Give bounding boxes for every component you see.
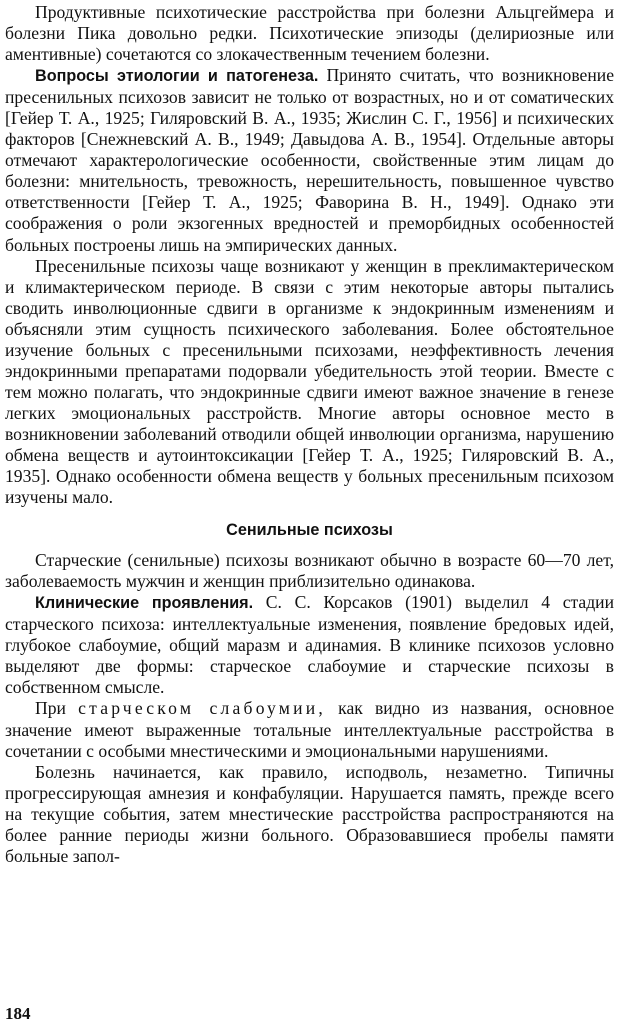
section-lead-etiology: Вопросы этиологии и патогенеза. bbox=[35, 67, 319, 86]
section-lead-clinical: Клинические проявления. bbox=[35, 594, 254, 613]
spaced-term: старческом слабоумии, bbox=[78, 698, 326, 719]
paragraph-onset: Болезнь начинается, как правило, исподволь, незаметно. Типичны прогрессирующая амнезия и конфабуляции. Нарушается память, прежде всего на текущие события, затем мнестические расстройства распространяются на более ранние периоды жизни больного. Образовавшиеся пробелы памяти больные запол- bbox=[5, 761, 614, 866]
paragraph-etiology: Вопросы этиологии и патогенеза. Принято считать, что возникновение пресенильных психозов зависит не только от возрастных, но и от соматических [Гейер Т. А., 1925; Гиляровский В. А., 1935; Жислин С. Г., 1956] и психических факторов [Снежневский А. В., 1949; Давыдова А. В., 1954]. Отдельные авторы отмечают характерологические особенности, свойственные этим лицам до болезни: мнительность, тревожность, нерешительность, повышенное чувство ответственности [Гейер Т. А., 1925; Фаворина В. Н., 1949]. Однако эти соображения о роли экзогенных вредностей и преморбидных особенностей больных построены лишь на эмпирических данных. bbox=[5, 65, 615, 255]
paragraph-clinical: Клинические проявления. С. С. Корсаков (1901) выделил 4 стадии старческого психоза: интеллектуальные изменения, появление бредовых идей, глубокое слабоумие, общий маразм и адинамия. В клинике психозов условно выделяют две формы: старческое слабоумие и старческие психозы в собственном смысле. bbox=[5, 592, 614, 698]
page-number: 184 bbox=[5, 1004, 31, 1023]
section-heading: Сенильные психозы bbox=[226, 521, 393, 540]
paragraph-dementia: При старческом слабоумии, как видно из названия, основное значение имеют выраженные тотальные интеллектуальные расстройства в сочетании с особыми мнестическими и эмоциональными нарушениями. bbox=[5, 698, 615, 761]
paragraph-1: Продуктивные психотические расстройства при болезни Альцгеймера и болезни Пика довольно редки. Психотические эпизоды (делириозные или аментивные) сочетаются со злокачественным течением болезни. bbox=[5, 2, 614, 65]
paragraph-senile-intro: Старческие (сенильные) психозы возникают обычно в возрасте 60—70 лет, заболеваемость мужчин и женщин приблизительно одинакова. bbox=[5, 550, 614, 592]
paragraph-presenile: Пресенильные психозы чаще возникают у женщин в преклимактерическом и климактерическом периоде. В связи с этим некоторые авторы пытались сводить инволюционные сдвиги в организме к эндокринным изменениям и объясняли этим сущность психического заболевания. Более обстоятельное изучение больных с пресенильными психозами, неэффективность лечения эндокринными препаратами подорвали убедительность этой теории. Вместе с тем можно полагать, что эндокринные сдвиги имеют важное значение в генезе легких эмоциональных расстройств. Многие авторы основное место в возникновении заболеваний отводили общей инволюции организма, нарушению обмена веществ и аутоинтоксикации [Гейер Т. А., 1925; Гиляровский В. А., 1935]. Однако особенности обмена веществ у больных пресенильным психозом изучены мало. bbox=[5, 255, 614, 508]
